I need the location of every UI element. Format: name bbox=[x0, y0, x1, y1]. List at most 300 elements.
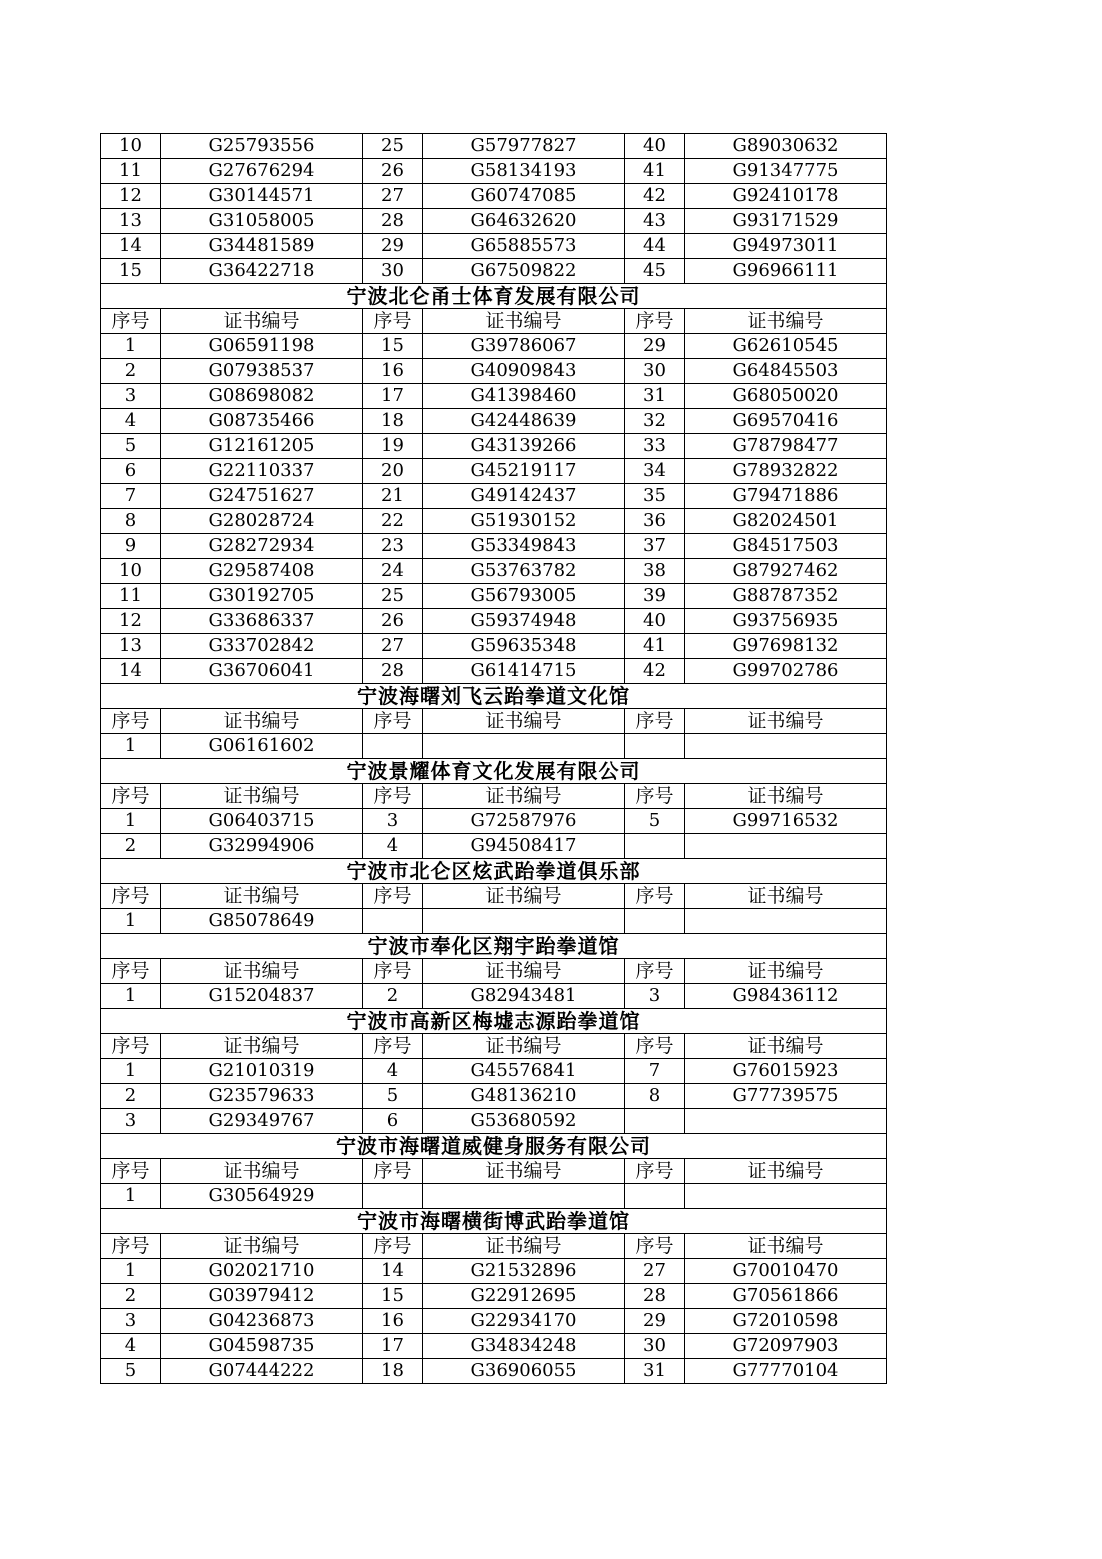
header-cert-number: 证书编号 bbox=[685, 1034, 887, 1059]
table-row bbox=[101, 159, 887, 184]
cert-number-cell: G72587976 bbox=[423, 809, 625, 834]
serial-cell: 3 bbox=[625, 984, 685, 1009]
serial-cell: 28 bbox=[363, 209, 423, 234]
serial-cell: 14 bbox=[101, 659, 161, 684]
header-serial: 序号 bbox=[625, 709, 685, 734]
section-title: 宁波北仑甬士体育发展有限公司 bbox=[101, 284, 887, 309]
serial-cell: 1 bbox=[101, 1259, 161, 1284]
cert-number-cell: G29587408 bbox=[161, 559, 363, 584]
cert-number-cell: G94508417 bbox=[423, 834, 625, 859]
table-row bbox=[101, 234, 887, 259]
cert-number-cell: G64632620 bbox=[423, 209, 625, 234]
header-serial: 序号 bbox=[101, 709, 161, 734]
cert-number-cell: G25793556 bbox=[161, 134, 363, 159]
cert-number-cell: G93171529 bbox=[685, 209, 887, 234]
serial-cell: 1 bbox=[101, 984, 161, 1009]
cert-number-cell: G02021710 bbox=[161, 1259, 363, 1284]
cert-number-cell: G28028724 bbox=[161, 509, 363, 534]
serial-cell: 9 bbox=[101, 534, 161, 559]
cert-number-cell: G28272934 bbox=[161, 534, 363, 559]
header-cert-number: 证书编号 bbox=[423, 1234, 625, 1259]
serial-cell: 17 bbox=[363, 1334, 423, 1359]
cert-number-cell bbox=[423, 734, 625, 759]
section-title: 宁波市海曙道威健身服务有限公司 bbox=[101, 1134, 887, 1159]
header-cert-number: 证书编号 bbox=[423, 884, 625, 909]
header-row bbox=[101, 884, 887, 909]
serial-cell: 33 bbox=[625, 434, 685, 459]
cert-number-cell: G36706041 bbox=[161, 659, 363, 684]
cert-number-cell: G21532896 bbox=[423, 1259, 625, 1284]
serial-cell: 4 bbox=[363, 834, 423, 859]
table-row bbox=[101, 1284, 887, 1309]
cert-number-cell bbox=[423, 909, 625, 934]
serial-cell: 23 bbox=[363, 534, 423, 559]
cert-number-cell: G68050020 bbox=[685, 384, 887, 409]
header-cert-number: 证书编号 bbox=[161, 884, 363, 909]
serial-cell: 3 bbox=[363, 809, 423, 834]
cert-number-cell: G82943481 bbox=[423, 984, 625, 1009]
serial-cell: 10 bbox=[101, 559, 161, 584]
header-row bbox=[101, 784, 887, 809]
section-title-row bbox=[101, 1134, 887, 1159]
header-serial: 序号 bbox=[625, 1159, 685, 1184]
serial-cell: 12 bbox=[101, 184, 161, 209]
serial-cell: 18 bbox=[363, 409, 423, 434]
header-serial: 序号 bbox=[625, 959, 685, 984]
header-serial: 序号 bbox=[625, 784, 685, 809]
serial-cell: 1 bbox=[101, 1184, 161, 1209]
cert-number-cell: G59374948 bbox=[423, 609, 625, 634]
serial-cell: 27 bbox=[363, 184, 423, 209]
cert-number-cell: G23579633 bbox=[161, 1084, 363, 1109]
serial-cell: 42 bbox=[625, 184, 685, 209]
serial-cell: 15 bbox=[101, 259, 161, 284]
serial-cell: 30 bbox=[625, 1334, 685, 1359]
cert-number-cell: G61414715 bbox=[423, 659, 625, 684]
cert-number-cell: G56793005 bbox=[423, 584, 625, 609]
cert-number-cell: G99716532 bbox=[685, 809, 887, 834]
serial-cell: 27 bbox=[625, 1259, 685, 1284]
serial-cell bbox=[625, 834, 685, 859]
serial-cell: 31 bbox=[625, 1359, 685, 1384]
serial-cell: 24 bbox=[363, 559, 423, 584]
cert-number-cell: G15204837 bbox=[161, 984, 363, 1009]
serial-cell: 2 bbox=[101, 1284, 161, 1309]
header-cert-number: 证书编号 bbox=[685, 959, 887, 984]
serial-cell: 29 bbox=[363, 234, 423, 259]
cert-number-cell: G12161205 bbox=[161, 434, 363, 459]
cert-number-cell: G39786067 bbox=[423, 334, 625, 359]
serial-cell: 1 bbox=[101, 809, 161, 834]
cert-number-cell: G06591198 bbox=[161, 334, 363, 359]
header-row bbox=[101, 309, 887, 334]
cert-number-cell: G22912695 bbox=[423, 1284, 625, 1309]
cert-number-cell: G64845503 bbox=[685, 359, 887, 384]
table-row bbox=[101, 984, 887, 1009]
serial-cell: 6 bbox=[363, 1109, 423, 1134]
section-title: 宁波市北仑区炫武跆拳道俱乐部 bbox=[101, 859, 887, 884]
table-row bbox=[101, 634, 887, 659]
table-row bbox=[101, 434, 887, 459]
cert-number-cell: G58134193 bbox=[423, 159, 625, 184]
certificate-table bbox=[100, 133, 887, 1384]
section-title-row bbox=[101, 1009, 887, 1034]
header-serial: 序号 bbox=[363, 884, 423, 909]
cert-number-cell bbox=[685, 834, 887, 859]
section-title: 宁波景耀体育文化发展有限公司 bbox=[101, 759, 887, 784]
cert-number-cell: G04236873 bbox=[161, 1309, 363, 1334]
table-body bbox=[101, 134, 887, 1384]
cert-number-cell: G30564929 bbox=[161, 1184, 363, 1209]
cert-number-cell: G60747085 bbox=[423, 184, 625, 209]
serial-cell: 11 bbox=[101, 584, 161, 609]
serial-cell: 13 bbox=[101, 209, 161, 234]
serial-cell: 5 bbox=[101, 1359, 161, 1384]
cert-number-cell: G27676294 bbox=[161, 159, 363, 184]
header-cert-number: 证书编号 bbox=[423, 1034, 625, 1059]
table-row bbox=[101, 209, 887, 234]
cert-number-cell: G42448639 bbox=[423, 409, 625, 434]
cert-number-cell: G08698082 bbox=[161, 384, 363, 409]
cert-number-cell: G48136210 bbox=[423, 1084, 625, 1109]
cert-number-cell: G78798477 bbox=[685, 434, 887, 459]
serial-cell: 32 bbox=[625, 409, 685, 434]
serial-cell: 44 bbox=[625, 234, 685, 259]
serial-cell: 40 bbox=[625, 134, 685, 159]
header-cert-number: 证书编号 bbox=[423, 1159, 625, 1184]
cert-number-cell: G94973011 bbox=[685, 234, 887, 259]
section-title: 宁波市高新区梅墟志源跆拳道馆 bbox=[101, 1009, 887, 1034]
serial-cell: 15 bbox=[363, 334, 423, 359]
serial-cell: 37 bbox=[625, 534, 685, 559]
cert-number-cell: G70561866 bbox=[685, 1284, 887, 1309]
cert-number-cell: G03979412 bbox=[161, 1284, 363, 1309]
serial-cell: 5 bbox=[101, 434, 161, 459]
section-title: 宁波市奉化区翔宇跆拳道馆 bbox=[101, 934, 887, 959]
cert-number-cell: G93756935 bbox=[685, 609, 887, 634]
table-row bbox=[101, 1109, 887, 1134]
table-row bbox=[101, 834, 887, 859]
cert-number-cell: G34481589 bbox=[161, 234, 363, 259]
header-serial: 序号 bbox=[625, 309, 685, 334]
serial-cell: 7 bbox=[101, 484, 161, 509]
cert-number-cell: G62610545 bbox=[685, 334, 887, 359]
cert-number-cell: G34834248 bbox=[423, 1334, 625, 1359]
table-row bbox=[101, 259, 887, 284]
header-serial: 序号 bbox=[363, 1159, 423, 1184]
cert-number-cell: G49142437 bbox=[423, 484, 625, 509]
header-serial: 序号 bbox=[363, 709, 423, 734]
cert-number-cell: G82024501 bbox=[685, 509, 887, 534]
header-cert-number: 证书编号 bbox=[685, 709, 887, 734]
cert-number-cell: G40909843 bbox=[423, 359, 625, 384]
cert-number-cell: G29349767 bbox=[161, 1109, 363, 1134]
serial-cell: 18 bbox=[363, 1359, 423, 1384]
cert-number-cell: G08735466 bbox=[161, 409, 363, 434]
header-cert-number: 证书编号 bbox=[161, 959, 363, 984]
cert-number-cell: G77739575 bbox=[685, 1084, 887, 1109]
section-title-row bbox=[101, 759, 887, 784]
serial-cell: 10 bbox=[101, 134, 161, 159]
header-cert-number: 证书编号 bbox=[161, 1034, 363, 1059]
serial-cell: 1 bbox=[101, 334, 161, 359]
serial-cell: 25 bbox=[363, 134, 423, 159]
serial-cell: 13 bbox=[101, 634, 161, 659]
serial-cell: 36 bbox=[625, 509, 685, 534]
header-cert-number: 证书编号 bbox=[161, 309, 363, 334]
cert-number-cell: G22934170 bbox=[423, 1309, 625, 1334]
cert-number-cell: G33702842 bbox=[161, 634, 363, 659]
cert-number-cell: G30144571 bbox=[161, 184, 363, 209]
serial-cell: 2 bbox=[101, 1084, 161, 1109]
cert-number-cell: G76015923 bbox=[685, 1059, 887, 1084]
cert-number-cell: G32994906 bbox=[161, 834, 363, 859]
cert-number-cell: G84517503 bbox=[685, 534, 887, 559]
serial-cell: 8 bbox=[625, 1084, 685, 1109]
cert-number-cell: G41398460 bbox=[423, 384, 625, 409]
cert-number-cell: G45219117 bbox=[423, 459, 625, 484]
table-row bbox=[101, 909, 887, 934]
serial-cell: 1 bbox=[101, 734, 161, 759]
serial-cell: 2 bbox=[101, 359, 161, 384]
serial-cell: 7 bbox=[625, 1059, 685, 1084]
cert-number-cell bbox=[423, 1184, 625, 1209]
cert-number-cell: G88787352 bbox=[685, 584, 887, 609]
table-row bbox=[101, 409, 887, 434]
table-row bbox=[101, 484, 887, 509]
serial-cell: 43 bbox=[625, 209, 685, 234]
header-serial: 序号 bbox=[101, 959, 161, 984]
serial-cell: 2 bbox=[101, 834, 161, 859]
serial-cell: 8 bbox=[101, 509, 161, 534]
table-row bbox=[101, 184, 887, 209]
cert-number-cell: G36422718 bbox=[161, 259, 363, 284]
table-row bbox=[101, 1184, 887, 1209]
serial-cell bbox=[363, 734, 423, 759]
serial-cell: 26 bbox=[363, 159, 423, 184]
table-row bbox=[101, 459, 887, 484]
cert-number-cell: G51930152 bbox=[423, 509, 625, 534]
cert-number-cell: G07444222 bbox=[161, 1359, 363, 1384]
header-serial: 序号 bbox=[363, 309, 423, 334]
header-cert-number: 证书编号 bbox=[685, 309, 887, 334]
header-cert-number: 证书编号 bbox=[161, 784, 363, 809]
serial-cell: 14 bbox=[363, 1259, 423, 1284]
table-row bbox=[101, 1259, 887, 1284]
serial-cell bbox=[363, 909, 423, 934]
serial-cell: 1 bbox=[101, 1059, 161, 1084]
serial-cell: 38 bbox=[625, 559, 685, 584]
cert-number-cell: G72097903 bbox=[685, 1334, 887, 1359]
serial-cell: 35 bbox=[625, 484, 685, 509]
cert-number-cell: G70010470 bbox=[685, 1259, 887, 1284]
header-serial: 序号 bbox=[101, 1034, 161, 1059]
serial-cell: 27 bbox=[363, 634, 423, 659]
cert-number-cell bbox=[685, 909, 887, 934]
section-title: 宁波海曙刘飞云跆拳道文化馆 bbox=[101, 684, 887, 709]
header-cert-number: 证书编号 bbox=[161, 1159, 363, 1184]
table-row bbox=[101, 509, 887, 534]
header-cert-number: 证书编号 bbox=[161, 709, 363, 734]
table-row bbox=[101, 1334, 887, 1359]
table-row bbox=[101, 659, 887, 684]
cert-number-cell: G53680592 bbox=[423, 1109, 625, 1134]
serial-cell: 11 bbox=[101, 159, 161, 184]
header-cert-number: 证书编号 bbox=[423, 784, 625, 809]
header-serial: 序号 bbox=[101, 1234, 161, 1259]
cert-number-cell: G30192705 bbox=[161, 584, 363, 609]
cert-number-cell: G24751627 bbox=[161, 484, 363, 509]
serial-cell: 3 bbox=[101, 384, 161, 409]
header-serial: 序号 bbox=[625, 1034, 685, 1059]
serial-cell: 12 bbox=[101, 609, 161, 634]
serial-cell: 4 bbox=[101, 1334, 161, 1359]
header-serial: 序号 bbox=[625, 1234, 685, 1259]
cert-number-cell: G07938537 bbox=[161, 359, 363, 384]
cert-number-cell: G57977827 bbox=[423, 134, 625, 159]
cert-number-cell: G87927462 bbox=[685, 559, 887, 584]
section-title-row bbox=[101, 859, 887, 884]
table-row bbox=[101, 534, 887, 559]
table-row bbox=[101, 734, 887, 759]
serial-cell: 41 bbox=[625, 159, 685, 184]
header-cert-number: 证书编号 bbox=[685, 1234, 887, 1259]
cert-number-cell: G69570416 bbox=[685, 409, 887, 434]
serial-cell: 30 bbox=[363, 259, 423, 284]
serial-cell: 45 bbox=[625, 259, 685, 284]
cert-number-cell: G06161602 bbox=[161, 734, 363, 759]
cert-number-cell: G79471886 bbox=[685, 484, 887, 509]
cert-number-cell: G91347775 bbox=[685, 159, 887, 184]
serial-cell bbox=[363, 1184, 423, 1209]
serial-cell: 17 bbox=[363, 384, 423, 409]
serial-cell: 4 bbox=[101, 409, 161, 434]
cert-number-cell bbox=[685, 1109, 887, 1134]
cert-number-cell: G92410178 bbox=[685, 184, 887, 209]
serial-cell: 14 bbox=[101, 234, 161, 259]
serial-cell: 3 bbox=[101, 1109, 161, 1134]
serial-cell: 5 bbox=[625, 809, 685, 834]
header-serial: 序号 bbox=[363, 1234, 423, 1259]
section-title: 宁波市海曙横街博武跆拳道馆 bbox=[101, 1209, 887, 1234]
cert-number-cell: G99702786 bbox=[685, 659, 887, 684]
cert-number-cell: G53763782 bbox=[423, 559, 625, 584]
cert-number-cell: G45576841 bbox=[423, 1059, 625, 1084]
serial-cell: 28 bbox=[363, 659, 423, 684]
serial-cell: 26 bbox=[363, 609, 423, 634]
serial-cell bbox=[625, 1184, 685, 1209]
cert-number-cell: G96966111 bbox=[685, 259, 887, 284]
header-row bbox=[101, 959, 887, 984]
table-row bbox=[101, 1309, 887, 1334]
header-cert-number: 证书编号 bbox=[685, 784, 887, 809]
serial-cell: 21 bbox=[363, 484, 423, 509]
header-serial: 序号 bbox=[101, 1159, 161, 1184]
table-row bbox=[101, 1359, 887, 1384]
cert-number-cell: G43139266 bbox=[423, 434, 625, 459]
serial-cell: 31 bbox=[625, 384, 685, 409]
cert-number-cell: G36906055 bbox=[423, 1359, 625, 1384]
serial-cell bbox=[625, 909, 685, 934]
cert-number-cell: G53349843 bbox=[423, 534, 625, 559]
cert-number-cell: G33686337 bbox=[161, 609, 363, 634]
cert-number-cell: G67509822 bbox=[423, 259, 625, 284]
serial-cell: 30 bbox=[625, 359, 685, 384]
header-row bbox=[101, 1034, 887, 1059]
serial-cell: 42 bbox=[625, 659, 685, 684]
header-serial: 序号 bbox=[101, 784, 161, 809]
cert-number-cell: G72010598 bbox=[685, 1309, 887, 1334]
cert-number-cell: G77770104 bbox=[685, 1359, 887, 1384]
header-row bbox=[101, 1234, 887, 1259]
cert-number-cell: G22110337 bbox=[161, 459, 363, 484]
cert-number-cell: G21010319 bbox=[161, 1059, 363, 1084]
serial-cell: 39 bbox=[625, 584, 685, 609]
table-row bbox=[101, 359, 887, 384]
header-cert-number: 证书编号 bbox=[423, 959, 625, 984]
table-row bbox=[101, 1059, 887, 1084]
header-cert-number: 证书编号 bbox=[685, 884, 887, 909]
section-title-row bbox=[101, 684, 887, 709]
serial-cell: 4 bbox=[363, 1059, 423, 1084]
serial-cell: 15 bbox=[363, 1284, 423, 1309]
cert-number-cell bbox=[685, 1184, 887, 1209]
serial-cell: 16 bbox=[363, 1309, 423, 1334]
serial-cell: 41 bbox=[625, 634, 685, 659]
section-title-row bbox=[101, 934, 887, 959]
cert-number-cell: G89030632 bbox=[685, 134, 887, 159]
serial-cell: 29 bbox=[625, 1309, 685, 1334]
header-serial: 序号 bbox=[625, 884, 685, 909]
table-row bbox=[101, 134, 887, 159]
section-title-row bbox=[101, 284, 887, 309]
serial-cell: 25 bbox=[363, 584, 423, 609]
header-cert-number: 证书编号 bbox=[423, 309, 625, 334]
table-row bbox=[101, 809, 887, 834]
cert-number-cell: G31058005 bbox=[161, 209, 363, 234]
cert-number-cell: G97698132 bbox=[685, 634, 887, 659]
header-row bbox=[101, 709, 887, 734]
table-row bbox=[101, 334, 887, 359]
header-cert-number: 证书编号 bbox=[685, 1159, 887, 1184]
table-row bbox=[101, 584, 887, 609]
header-row bbox=[101, 1159, 887, 1184]
serial-cell: 16 bbox=[363, 359, 423, 384]
cert-number-cell: G04598735 bbox=[161, 1334, 363, 1359]
serial-cell: 1 bbox=[101, 909, 161, 934]
serial-cell: 40 bbox=[625, 609, 685, 634]
cert-number-cell: G98436112 bbox=[685, 984, 887, 1009]
serial-cell: 5 bbox=[363, 1084, 423, 1109]
serial-cell: 22 bbox=[363, 509, 423, 534]
serial-cell: 2 bbox=[363, 984, 423, 1009]
cert-number-cell: G06403715 bbox=[161, 809, 363, 834]
header-serial: 序号 bbox=[363, 784, 423, 809]
serial-cell: 6 bbox=[101, 459, 161, 484]
cert-number-cell: G59635348 bbox=[423, 634, 625, 659]
serial-cell: 28 bbox=[625, 1284, 685, 1309]
cert-number-cell: G78932822 bbox=[685, 459, 887, 484]
serial-cell: 34 bbox=[625, 459, 685, 484]
serial-cell: 29 bbox=[625, 334, 685, 359]
header-serial: 序号 bbox=[363, 1034, 423, 1059]
serial-cell: 3 bbox=[101, 1309, 161, 1334]
table-row bbox=[101, 1084, 887, 1109]
header-serial: 序号 bbox=[101, 309, 161, 334]
table-row bbox=[101, 559, 887, 584]
header-serial: 序号 bbox=[101, 884, 161, 909]
section-title-row bbox=[101, 1209, 887, 1234]
